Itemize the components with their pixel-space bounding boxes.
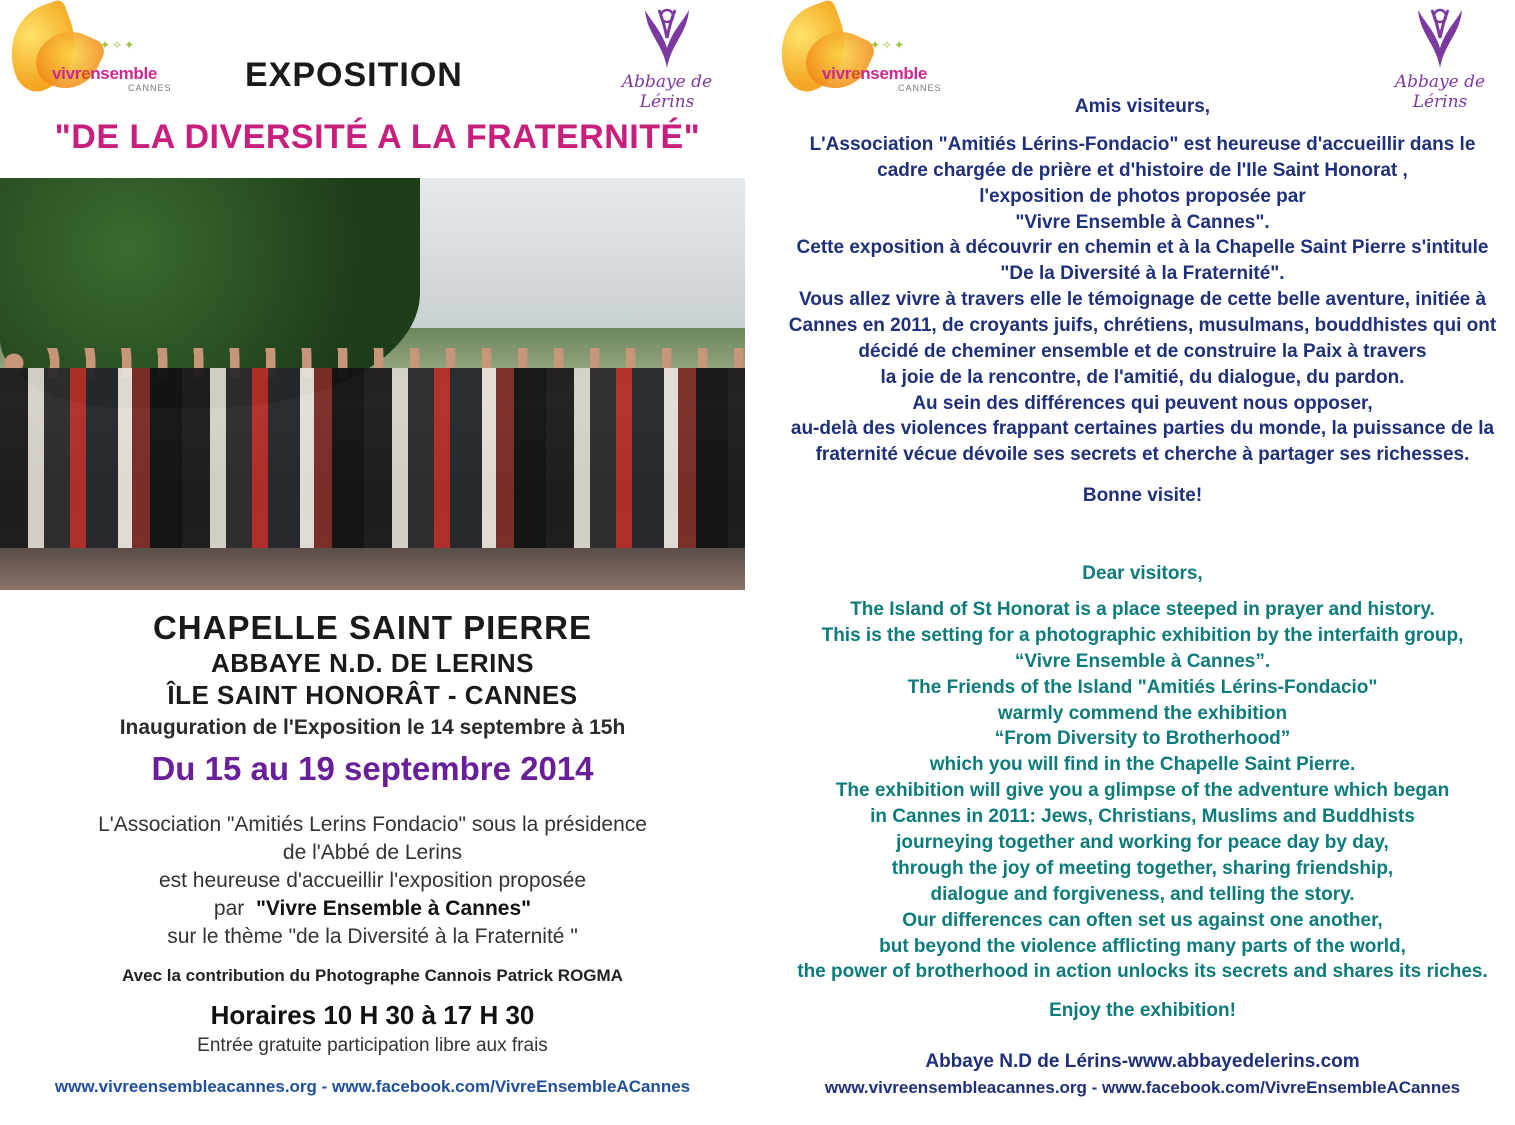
fleur-icon bbox=[1410, 4, 1470, 70]
abbaye-lerins-logo bbox=[592, 4, 742, 112]
english-text-line: The exhibition will give you a glimpse of the adventure which began bbox=[835, 780, 1450, 801]
right-flyer bbox=[770, 0, 1515, 1125]
logo-subtitle: CANNES bbox=[898, 83, 942, 93]
english-text-line: “From Diversity to Brotherhood” bbox=[994, 728, 1291, 749]
english-text-line: in Cannes in 2011: Jews, Christians, Muslims and Buddhists bbox=[870, 806, 1415, 827]
french-text-line: "De la Diversité à la Fraternité". bbox=[1000, 263, 1285, 284]
entry-info: Entrée gratuite participation libre aux frais bbox=[197, 1035, 548, 1056]
photo-sky bbox=[380, 178, 745, 328]
fleur-icon bbox=[637, 4, 697, 70]
photo-crowd bbox=[0, 368, 745, 548]
exhibition-dates: Du 15 au 19 septembre 2014 bbox=[151, 750, 594, 787]
sparkle-icon: ✦✧✦ bbox=[100, 38, 137, 52]
french-text-line: fraternité vécue dévoile ses secrets et cherche à partager ses richesses. bbox=[815, 444, 1470, 465]
photo-ground bbox=[0, 548, 745, 590]
french-text-line: Cannes en 2011, de croyants juifs, chrétiens, musulmans, bouddhistes qui ont bbox=[788, 315, 1497, 336]
logo-word-a: vivr bbox=[52, 64, 82, 83]
abbaye-website-link[interactable]: Abbaye N.D de Lérins-www.abbayedelerins.com bbox=[925, 1051, 1360, 1072]
abbaye-logo-name: Abbaye de Lérins bbox=[1394, 72, 1486, 112]
vivre-ensemble-logo bbox=[0, 0, 180, 110]
english-closing: Enjoy the exhibition! bbox=[1049, 1000, 1236, 1021]
par-text: par bbox=[213, 897, 245, 920]
french-text-line: au-delà des violences frappant certaines parties du monde, la puissance de la bbox=[790, 418, 1495, 439]
logo-word-a: vivr bbox=[822, 64, 852, 83]
website-links[interactable]: www.vivreensembleacannes.org - www.facebook.com/VivreEnsembleACannes bbox=[824, 1078, 1461, 1097]
english-text-line: which you will find in the Chapelle Saint Pierre. bbox=[929, 754, 1356, 775]
sparkle-icon: ✦✧✦ bbox=[870, 38, 907, 52]
english-text-line: “Vivre Ensemble à Cannes”. bbox=[1014, 651, 1271, 672]
english-text-line: but beyond the violence afflicting many parts of the world, bbox=[879, 936, 1406, 957]
french-text-line: cadre chargée de prière et d'histoire de l'Ile Saint Honorat , bbox=[877, 160, 1408, 181]
logo-subtitle: CANNES bbox=[128, 83, 172, 93]
association-line: L'Association "Amitiés Lerins Fondacio" sous la présidence bbox=[98, 813, 647, 836]
inauguration-text: Inauguration de l'Exposition le 14 septembre à 15h bbox=[119, 716, 626, 739]
english-text-line: The Friends of the Island "Amitiés Lérins-Fondacio" bbox=[907, 677, 1378, 698]
english-text-line: journeying together and working for peace day by day, bbox=[896, 832, 1389, 853]
french-text-line: "Vivre Ensemble à Cannes". bbox=[1015, 212, 1270, 233]
vivre-ensemble-logo bbox=[770, 0, 950, 110]
english-text-line: The Island of St Honorat is a place steeped in prayer and history. bbox=[850, 599, 1435, 620]
logo-word-c: nsemble bbox=[860, 64, 928, 83]
venue-abbaye: ABBAYE N.D. DE LERINS bbox=[210, 648, 535, 678]
french-closing: Bonne visite! bbox=[1082, 485, 1203, 506]
english-text-line: through the joy of meeting together, sharing friendship, bbox=[891, 858, 1394, 879]
procession-photo bbox=[0, 178, 745, 590]
venue-chapelle: CHAPELLE SAINT PIERRE bbox=[152, 609, 593, 646]
english-text-line: warmly commend the exhibition bbox=[997, 703, 1288, 724]
english-text-line: the power of brotherhood in action unlocks its secrets and shares its riches. bbox=[797, 961, 1488, 982]
english-greeting: Dear visitors, bbox=[1082, 563, 1203, 584]
logo-wordmark bbox=[822, 64, 927, 84]
association-line: de l'Abbé de Lerins bbox=[282, 841, 463, 864]
website-links[interactable]: www.vivreensembleacannes.org - www.facebook.com/VivreEnsembleACannes bbox=[54, 1077, 691, 1096]
french-text-line: Vous allez vivre à travers elle le témoignage de cette belle aventure, initiée à bbox=[798, 289, 1487, 310]
french-greeting: Amis visiteurs, bbox=[1074, 96, 1211, 117]
left-flyer bbox=[0, 0, 755, 1125]
english-text-line: This is the setting for a photographic exhibition by the interfaith group, bbox=[821, 625, 1464, 646]
exposition-heading: EXPOSITION bbox=[245, 56, 463, 94]
association-line-par bbox=[0, 897, 745, 921]
french-text-line: Cette exposition à découvrir en chemin et à la Chapelle Saint Pierre s'intitule bbox=[796, 237, 1489, 258]
venue-ile: ÎLE SAINT HONORÂT - CANNES bbox=[167, 680, 578, 710]
french-text-line: Au sein des différences qui peuvent nous opposer, bbox=[912, 393, 1373, 414]
vivre-ensemble-name: "Vivre Ensemble à Cannes" bbox=[255, 897, 532, 920]
association-theme: sur le thème "de la Diversité à la Fraternité " bbox=[167, 925, 578, 948]
english-text-line: Our differences can often set us against one another, bbox=[902, 910, 1383, 931]
abbaye-lerins-logo bbox=[1365, 4, 1515, 112]
french-text-line: décidé de cheminer ensemble et de construire la Paix à travers bbox=[858, 341, 1427, 362]
opening-hours: Horaires 10 H 30 à 17 H 30 bbox=[210, 1000, 535, 1030]
english-text-line: dialogue and forgiveness, and telling the story. bbox=[930, 884, 1355, 905]
logo-wordmark bbox=[52, 64, 157, 84]
logo-word-c: nsemble bbox=[90, 64, 158, 83]
abbaye-logo-name: Abbaye de Lérins bbox=[621, 72, 713, 112]
logo-word-b: e bbox=[851, 64, 861, 83]
french-text-line: la joie de la rencontre, de l'amitié, du dialogue, du pardon. bbox=[880, 367, 1405, 388]
logo-word-b: e bbox=[81, 64, 91, 83]
association-line: est heureuse d'accueillir l'exposition proposée bbox=[158, 869, 587, 892]
exhibition-title: "DE LA DIVERSITÉ A LA FRATERNITÉ" bbox=[54, 118, 701, 156]
french-text-line: L'Association "Amitiés Lérins-Fondacio" est heureuse d'accueillir dans le bbox=[809, 134, 1476, 155]
french-text-line: l'exposition de photos proposée par bbox=[979, 186, 1306, 207]
photographer-credit: Avec la contribution du Photographe Cannois Patrick ROGMA bbox=[122, 966, 623, 985]
